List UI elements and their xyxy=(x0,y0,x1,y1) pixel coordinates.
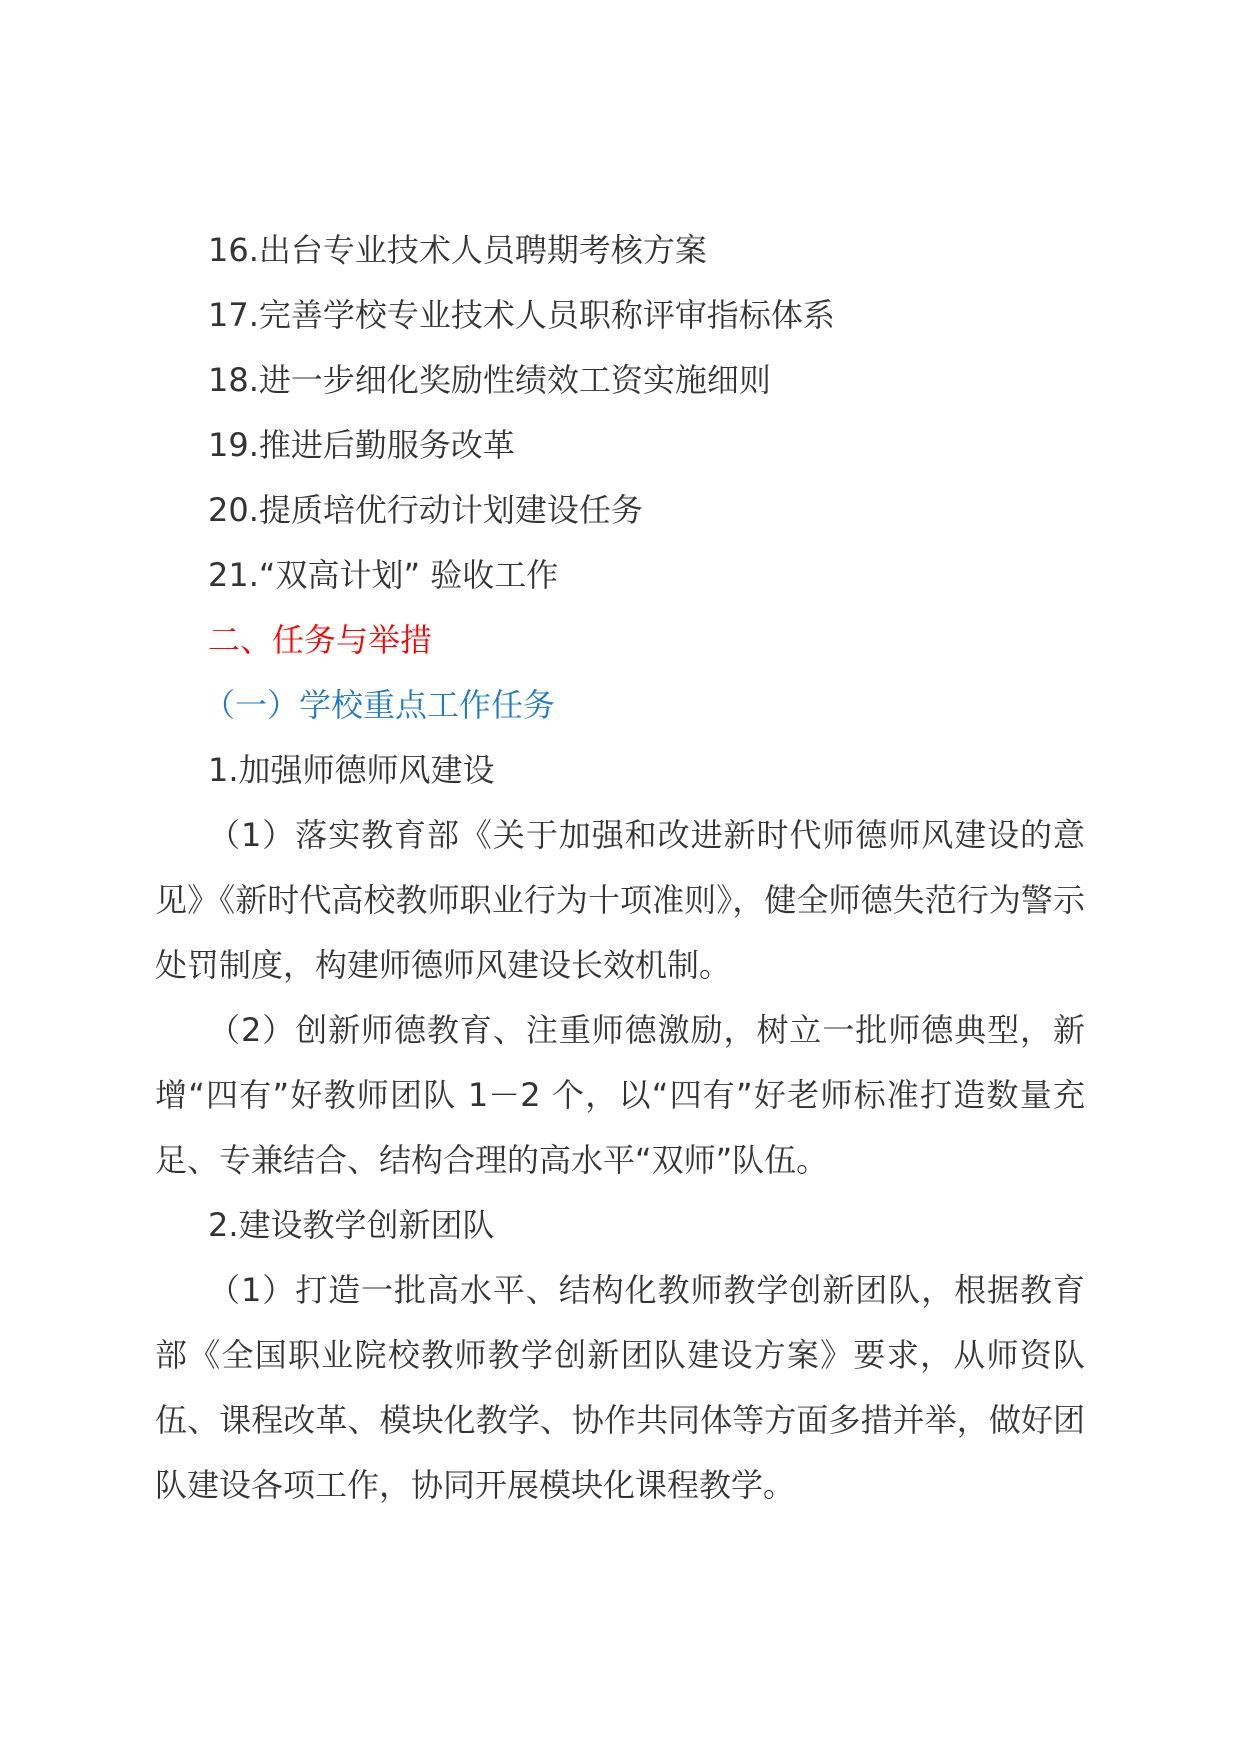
paragraph: （2）创新师德教育、注重师德激励，树立一批师德典型，新增“四有”好教师团队 1－2 个，以“四有”好老师标准打造数量充足、专兼结合、结构合理的高水平“双师”队伍。 xyxy=(155,1011,1085,1179)
section-heading: 二、任务与举措 xyxy=(208,621,433,659)
item-title: 1.加强师德师风建设 xyxy=(208,751,495,789)
list-item: 21.“双高计划” 验收工作 xyxy=(208,556,559,594)
list-item: 18.进一步细化奖励性绩效工资实施细则 xyxy=(208,361,771,399)
list-item: 20.提质培优行动计划建设任务 xyxy=(208,491,643,529)
list-item: 17.完善学校专业技术人员职称评审指标体系 xyxy=(208,296,835,334)
list-item: 16.出台专业技术人员聘期考核方案 xyxy=(208,231,707,269)
document-body xyxy=(155,218,1085,1518)
paragraph: （1）打造一批高水平、结构化教师教学创新团队，根据教育部《全国职业院校教师教学创新团队建设方案》要求，从师资队伍、课程改革、模块化教学、协作共同体等方面多措并举，做好团队建设各项工作，协同开展模块化课程教学。 xyxy=(155,1271,1085,1504)
subsection-heading: （一）学校重点工作任务 xyxy=(203,686,556,724)
list-item: 19.推进后勤服务改革 xyxy=(208,426,515,464)
item-title: 2.建设教学创新团队 xyxy=(208,1206,495,1244)
paragraph: （1）落实教育部《关于加强和改进新时代师德师风建设的意见》《新时代高校教师职业行为十项准则》，健全师德失范行为警示处罚制度，构建师德师风建设长效机制。 xyxy=(155,816,1085,984)
